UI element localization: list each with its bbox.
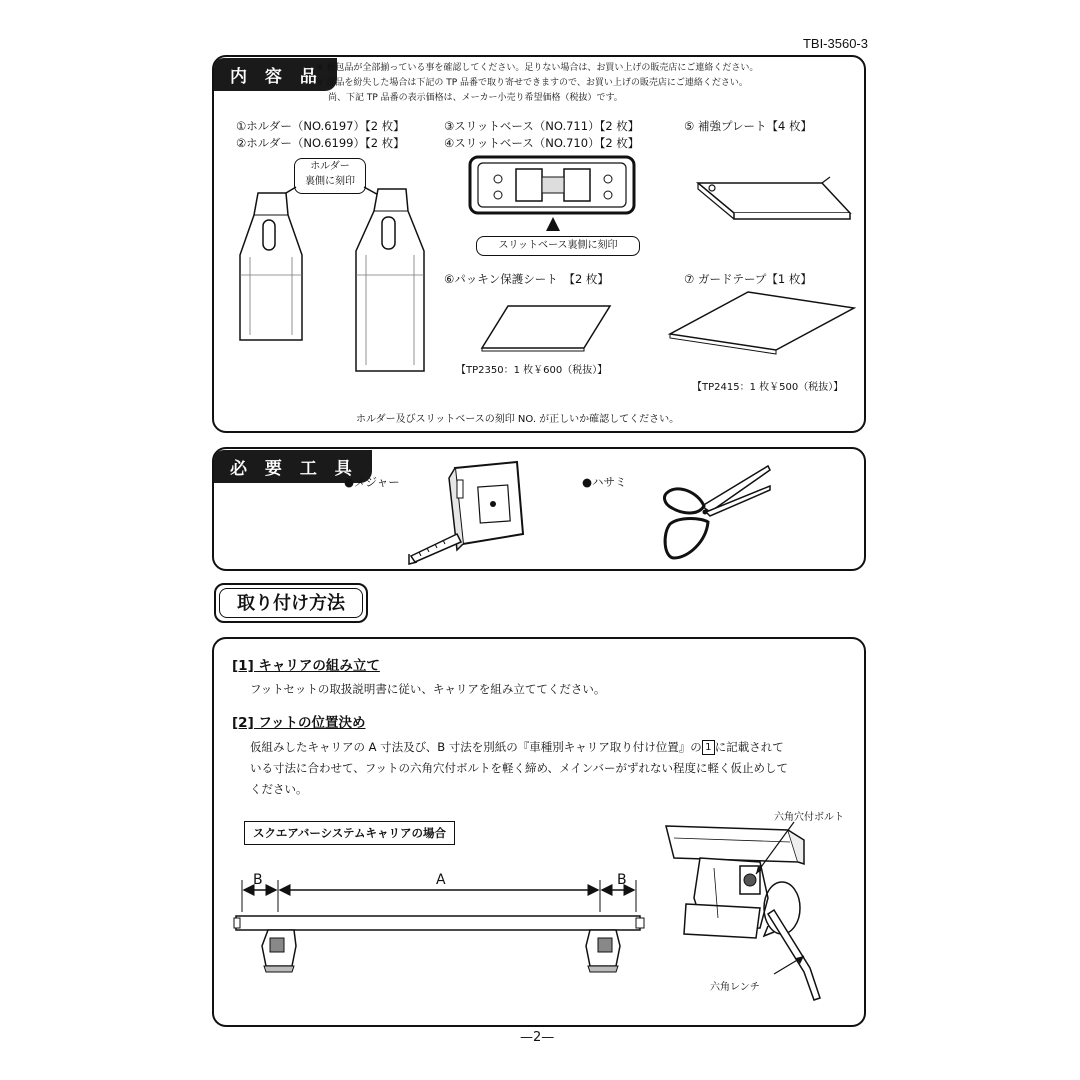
tape-measure-icon — [405, 460, 530, 565]
page-number: —2— — [520, 1030, 555, 1045]
tool-scissors-label: ●ハサミ — [582, 475, 627, 489]
dimension-b-left: B — [253, 872, 263, 888]
diagram-label: スクエアバーシステムキャリアの場合 — [244, 821, 455, 845]
step2-body — [250, 737, 850, 800]
step2-body-line1b: に記載されて — [714, 740, 784, 754]
tool-measure-label: ●メジャー — [344, 475, 400, 489]
guard-tape-illustration — [668, 290, 858, 355]
reinforcement-plate-illustration — [690, 175, 860, 225]
item-guard-tape: ⑦ ガードテープ【1 枚】 — [684, 272, 812, 286]
square-bar-carrier-diagram — [232, 876, 652, 976]
step2-body-line3: ください。 — [250, 782, 308, 796]
step2-body-line2: いる寸法に合わせて、フットの六角穴付ボルトを軽く締め、メインバーがずれない程度に軽く仮止めして — [250, 761, 788, 775]
step2-body-line1a: 仮組みしたキャリアの A 寸法及び、B 寸法を別紙の『車種別キャリア取り付け位置』の — [250, 740, 702, 754]
tools-title: 必 要 工 具 — [214, 450, 372, 483]
item-slit-base-711: ③スリットベース（NO.711）【2 枚】 — [444, 119, 640, 133]
holder-callout-line1: ホルダー — [310, 161, 350, 172]
slit-base-engraving-callout: スリットベース裏側に刻印 — [476, 236, 640, 256]
dimension-a: A — [436, 872, 446, 888]
installation-heading — [214, 583, 368, 623]
step1-body: フットセットの取扱説明書に従い、キャリアを組み立ててください。 — [250, 682, 606, 696]
item-reinforcement-plate: ⑤ 補強プレート【4 枚】 — [684, 119, 812, 133]
document-id: TBI-3560-3 — [802, 36, 868, 51]
packing-sheet-illustration — [480, 302, 615, 354]
item-packing-sheet: ⑥パッキン保護シート 【2 枚】 — [444, 272, 609, 286]
dimension-b-right: B — [617, 872, 627, 888]
step1-title: [1] キャリアの組み立て — [232, 658, 380, 674]
holder-callout-line2: 裏側に刻印 — [305, 176, 355, 187]
step2-title: [2] フットの位置決め — [232, 715, 366, 731]
contents-note-3: 尚、下記 TP 品番の表示価格は、メーカー小売り希望価格（税抜）です。 — [328, 93, 623, 103]
item-holder-6197: ①ホルダー（NO.6197）【2 枚】 — [236, 119, 405, 133]
contents-note-1: ※ 梱包品が全部揃っている事を確認してください。足りない場合は、お買い上げの販売店にご連絡ください。 — [316, 63, 759, 73]
slit-base-illustration — [468, 155, 638, 233]
step2-reference-number: 1 — [702, 740, 715, 755]
packing-sheet-price: 【TP2350：1 枚￥600（税抜）】 — [456, 365, 608, 376]
contents-title: 内 容 品 — [214, 58, 337, 91]
contents-note-2: ※ 部品を紛失した場合は下記の TP 品番で取り寄せできますので、お買い上げの販売店にご連絡ください。 — [316, 78, 748, 88]
scissors-icon — [658, 462, 773, 567]
foot-closeup-diagram — [664, 808, 864, 1008]
hex-bolt-label: 六角穴付ボルト — [774, 812, 844, 823]
hex-wrench-label: 六角レンチ — [710, 982, 760, 993]
item-slit-base-710: ④スリットベース（NO.710）【2 枚】 — [444, 136, 640, 150]
installation-heading-text: 取り付け方法 — [219, 588, 363, 618]
guard-tape-price: 【TP2415：1 枚￥500（税抜）】 — [692, 382, 844, 393]
holder-illustration — [230, 175, 430, 380]
item-holder-6199: ②ホルダー（NO.6199）【2 枚】 — [236, 136, 405, 150]
contents-footer-note: ホルダー及びスリットベースの刻印 NO. が正しいか確認してください。 — [356, 414, 680, 425]
